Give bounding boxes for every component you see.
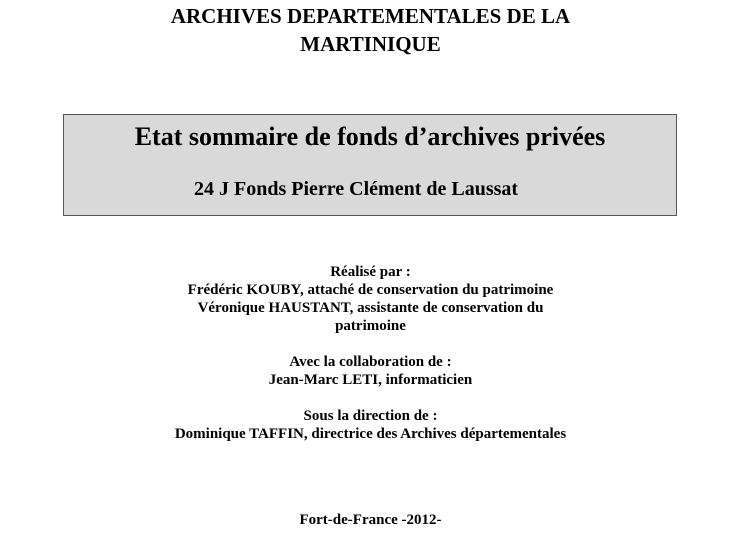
institution-name-line-2: MARTINIQUE xyxy=(300,32,441,56)
fonds-subtitle: 24 J Fonds Pierre Clément de Laussat xyxy=(194,178,519,200)
institution-name-line-1: ARCHIVES DEPARTEMENTALES DE LA xyxy=(170,4,571,28)
author-2-line-1: Véronique HAUSTANT, assistante de conservation du xyxy=(197,300,544,316)
director: Dominique TAFFIN, directrice des Archives départementales xyxy=(174,426,567,442)
institution-header xyxy=(0,2,741,58)
direction-label: Sous la direction de : xyxy=(303,408,438,424)
title-box xyxy=(63,114,677,216)
place-date-footer: Fort-de-France -2012- xyxy=(299,512,442,528)
collaboration-label: Avec la collaboration de : xyxy=(289,354,452,370)
author-2-line-2: patrimoine xyxy=(335,318,406,334)
realise-label: Réalisé par : xyxy=(330,264,411,280)
collaborator: Jean-Marc LETI, informaticien xyxy=(268,372,473,388)
author-1: Frédéric KOUBY, attaché de conservation du patrimoine xyxy=(187,282,554,298)
spacer xyxy=(0,389,741,407)
spacer xyxy=(0,335,741,353)
document-title: Etat sommaire de fonds d’archives privées xyxy=(134,122,606,151)
credits-section xyxy=(0,263,741,443)
